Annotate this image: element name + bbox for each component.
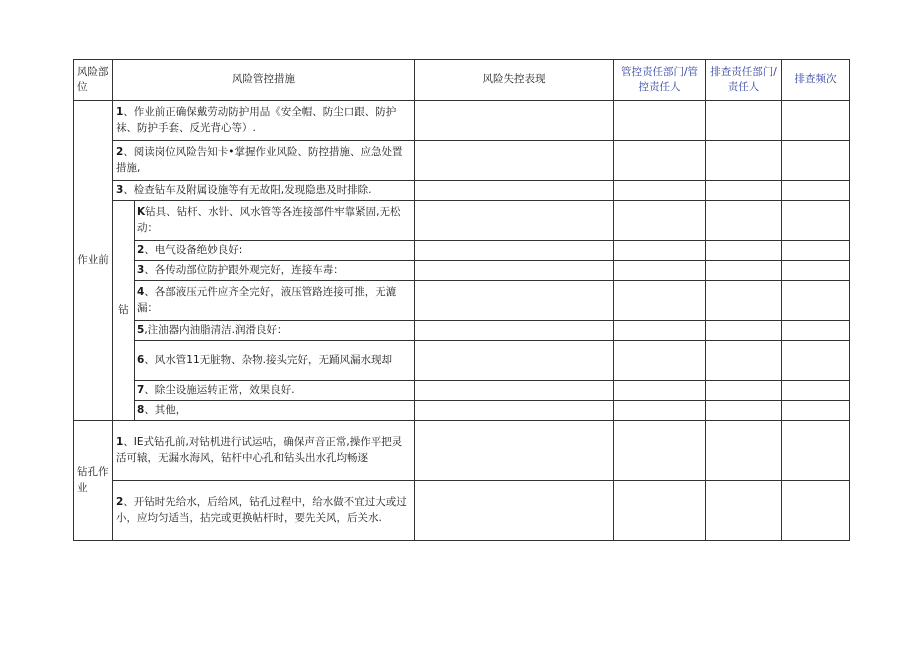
measure-cell: 8、其他， <box>135 401 415 421</box>
header-inspection-department: 排查责任部门/责任人 <box>706 60 782 101</box>
table-row <box>74 241 850 261</box>
table-row <box>74 201 850 241</box>
measure-cell: 6、风水管11无脏物、杂物.接头完好，无踊风漏水现却 <box>135 341 415 381</box>
measure-cell: 5,注油器内油脂清洁.润滑良好： <box>135 321 415 341</box>
measure-cell: 2、阅读岗位风险告知卡•掌握作业风险、防控措施、应急处置措施, <box>113 141 415 181</box>
header-control-department: 管控责任部门/管控责任人 <box>614 60 706 101</box>
area-before-work: 作业前 <box>74 101 113 421</box>
area-drilling: 钻孔作业 <box>74 421 113 541</box>
risk-control-table <box>73 59 850 541</box>
table-row <box>74 281 850 321</box>
table-row <box>74 341 850 381</box>
table-row <box>74 381 850 401</box>
table-row <box>74 321 850 341</box>
table-row <box>74 181 850 201</box>
drill-subgroup-label: 钻 <box>113 201 135 421</box>
measure-cell: 2、开钻时先给水，后给风，钻孔过程中，给水做不宜过大或过小，应均匀适当，拈完或更换帖杆时，要先关风，后关水. <box>113 481 415 541</box>
measure-cell: 7、除尘设施运转正常，效果良好. <box>135 381 415 401</box>
measure-cell: 4、各部液压元件应齐全完好，液压管路连接可推，无漉漏： <box>135 281 415 321</box>
measure-cell: K钻具、钻杆、水针、风水管等各连接部件牢靠紧固,无松动： <box>135 201 415 241</box>
table-row <box>74 141 850 181</box>
header-failure-symptoms: 风险失控表现 <box>415 60 614 101</box>
measure-cell: 1、作业前正确保戴劳动防护用品《安全帽、防尘口跟、防护袜、防护手套、反光背心等）. <box>113 101 415 141</box>
table-row <box>74 101 850 141</box>
measure-cell: 3、各传动部位防护跟外观完好，连接车毒： <box>135 261 415 281</box>
table-row <box>74 401 850 421</box>
header-inspection-frequency: 排查频次 <box>782 60 850 101</box>
measure-cell: 1、IE式钻孔前,对钻机进行试运咕，确保声音正常,操作平把灵活可辕，无漏水海风，钻杆中心孔和钻头出水孔均畅逐 <box>113 421 415 481</box>
header-risk-area: 风险部位 <box>74 60 113 101</box>
table-row <box>74 261 850 281</box>
table-row <box>74 481 850 541</box>
header-control-measures: 风险管控措施 <box>113 60 415 101</box>
measure-cell: 2、电气设备绝妙良好: <box>135 241 415 261</box>
header-row <box>74 60 850 101</box>
measure-cell: 3、检查钻车及附属设施等有无故阳,发现隐患及时排除. <box>113 181 415 201</box>
table-row <box>74 421 850 481</box>
